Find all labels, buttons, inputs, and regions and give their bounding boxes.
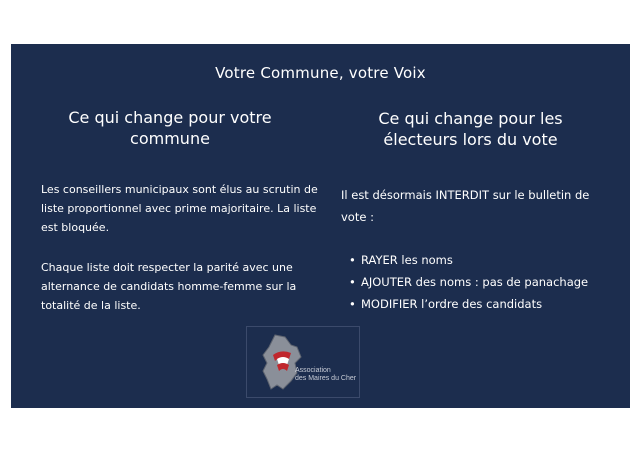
list-item — [347, 249, 617, 271]
page-title: Votre Commune, votre Voix — [215, 64, 426, 82]
bullet-icon: • — [349, 297, 356, 311]
bullet-icon: • — [349, 253, 356, 267]
list-item — [347, 271, 617, 293]
right-column-heading: Ce qui change pour les électeurs lors du vote — [378, 109, 563, 149]
logo-line-1: Association — [295, 367, 331, 374]
association-logo — [246, 326, 360, 398]
left-column-heading: Ce qui change pour votre commune — [68, 108, 272, 148]
forbidden-actions-list — [347, 249, 617, 315]
left-paragraph-scrutin: Les conseillers municipaux sont élus au scrutin de liste proportionnel avec prime majoritaire. La liste est bloquée. — [41, 183, 318, 234]
list-item-text: MODIFIER l’ordre des candidats — [361, 297, 543, 311]
logo-line-2: des Maires du Cher — [295, 375, 357, 382]
bullet-icon: • — [349, 275, 356, 289]
left-paragraph-parite: Chaque liste doit respecter la parité avec une alternance de candidats homme-femme sur la totalité de la liste. — [41, 261, 297, 312]
list-item-text: RAYER les noms — [361, 253, 453, 267]
logo-caption — [295, 367, 356, 383]
info-panel — [11, 44, 630, 408]
cher-map-icon — [261, 333, 305, 393]
list-item-text: AJOUTER des noms : pas de panachage — [361, 275, 589, 289]
right-intro-text: Il est désormais INTERDIT sur le bulletin de vote : — [341, 188, 590, 224]
list-item — [347, 293, 617, 315]
